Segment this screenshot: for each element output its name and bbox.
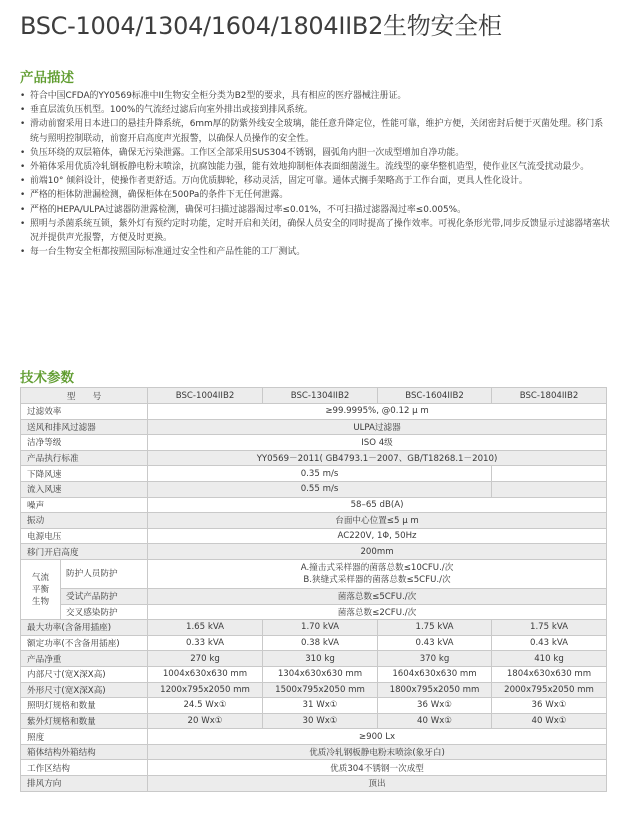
row-label: 额定功率(不含备用插座) <box>21 635 148 651</box>
row-label: 内部尺寸(宽X深X高) <box>21 666 148 682</box>
desc-item <box>20 188 610 202</box>
model-label: 型 号 <box>21 388 148 404</box>
row-value: 36 Wx① <box>378 698 492 714</box>
row-value: 1.75 kVA <box>378 620 492 636</box>
table-header-row <box>21 388 607 404</box>
row-label: 产品执行标准 <box>21 450 148 466</box>
row-value: 顶出 <box>148 776 607 792</box>
row-value: 0.55 m/s <box>148 481 492 497</box>
table-row <box>21 544 607 560</box>
table-row <box>21 559 607 588</box>
row-value: 0.33 kVA <box>148 635 263 651</box>
bullet: • <box>20 204 26 215</box>
desc-item <box>20 203 610 217</box>
row-value: 58–65 dB(A) <box>148 497 607 513</box>
row-value: ISO 4级 <box>148 435 607 451</box>
table-row <box>21 760 607 776</box>
row-label: 排风方向 <box>21 776 148 792</box>
row-label: 电源电压 <box>21 528 148 544</box>
row-value: 1.65 kVA <box>148 620 263 636</box>
bullet: • <box>20 147 26 158</box>
row-label: 外形尺寸(宽X深X高) <box>21 682 148 698</box>
row-label: 下降风速 <box>21 466 148 482</box>
row-value: 200mm <box>148 544 607 560</box>
row-value: 0.35 m/s <box>148 466 492 482</box>
row-value: 台面中心位置≤5 μ m <box>148 513 607 529</box>
row-label: 紫外灯规格和数量 <box>21 713 148 729</box>
row-value: ≥900 Lx <box>148 729 607 745</box>
row-value: 31 Wx① <box>263 698 378 714</box>
desc-item <box>20 174 610 188</box>
table-row <box>21 450 607 466</box>
desc-text: 外箱体采用优质冷轧钢板静电粉末喷涂，抗腐蚀能力强，能有效地抑制柜体表面细菌滋生。流线型的豪华整机造型，使作业区气流受扰动最少。 <box>30 162 590 173</box>
table-row <box>21 528 607 544</box>
row-value: ≥99.9995%, @0.12 μ m <box>148 404 607 420</box>
row-value-line: A.撞击式采样器的菌落总数≤10CFU./次 <box>300 562 454 573</box>
row-label: 交叉感染防护 <box>61 604 148 620</box>
row-value: 310 kg <box>263 651 378 667</box>
row-label: 工作区结构 <box>21 760 148 776</box>
row-value: 1.75 kVA <box>492 620 607 636</box>
row-value: 菌落总数≤5CFU./次 <box>148 588 607 604</box>
row-value: 0.43 kVA <box>492 635 607 651</box>
row-value: 1804x630x630 mm <box>492 666 607 682</box>
desc-text: 照明与杀菌系统互锁，紫外灯有预约定时功能，定时开启和关闭，确保人员安全的同时提高了操作效率。可视化条形光带,同步反馈显示过滤器堵塞状况并提供声光报警，方便及时更换。 <box>30 218 610 244</box>
row-value: 2000x795x2050 mm <box>492 682 607 698</box>
table-row <box>21 666 607 682</box>
row-label: 照度 <box>21 729 148 745</box>
row-label: 产品净重 <box>21 651 148 667</box>
desc-text: 每一台生物安全柜都按照国际标准通过安全性和产品性能的工厂测试。 <box>30 247 306 258</box>
desc-text: 负压环绕的双层箱体，确保无污染泄露。工作区全部采用SUS304不锈钢，圆弧角内胆一次成型增加自净功能。 <box>30 147 465 158</box>
table-row <box>21 729 607 745</box>
row-value: 菌落总数≤2CFU./次 <box>148 604 607 620</box>
row-value: 20 Wx① <box>148 713 263 729</box>
desc-item <box>20 160 610 174</box>
model-name: BSC-1304IIB2 <box>263 388 378 404</box>
desc-text: 垂直层流负压机型。100%的气流经过滤后向室外排出或接到排风系统。 <box>30 105 313 116</box>
row-value: 优质304不锈钢一次成型 <box>148 760 607 776</box>
desc-heading: 产品描述 <box>20 70 74 86</box>
empty-cell <box>492 481 607 497</box>
row-value: 1.70 kVA <box>263 620 378 636</box>
description-list <box>20 89 610 259</box>
row-value: 1800x795x2050 mm <box>378 682 492 698</box>
row-label: 箱体结构外箱结构 <box>21 744 148 760</box>
desc-item <box>20 245 610 259</box>
row-value: ULPA过滤器 <box>148 419 607 435</box>
desc-text: 严格的柜体防泄漏检测，确保柜体在500Pa的条件下无任何泄露。 <box>30 190 289 201</box>
row-value <box>148 559 607 588</box>
table-row <box>21 604 607 620</box>
bullet: • <box>20 105 26 116</box>
row-label: 洁净等级 <box>21 435 148 451</box>
row-value: 270 kg <box>148 651 263 667</box>
row-label: 防护人员防护 <box>61 559 148 588</box>
desc-item <box>20 89 610 103</box>
row-value: 1500x795x2050 mm <box>263 682 378 698</box>
row-value: 优质冷轧钢板静电粉末喷涂(象牙白) <box>148 744 607 760</box>
bullet: • <box>20 91 26 101</box>
row-value: 1604x630x630 mm <box>378 666 492 682</box>
row-label: 振动 <box>21 513 148 529</box>
row-value: 30 Wx① <box>263 713 378 729</box>
row-value: AC220V, 1Φ, 50Hz <box>148 528 607 544</box>
row-label: 移门开启高度 <box>21 544 148 560</box>
table-row <box>21 698 607 714</box>
row-value: 40 Wx① <box>378 713 492 729</box>
row-value: YY0569－2011( GB4793.1－2007、GB/T18268.1－2010) <box>148 450 607 466</box>
model-name: BSC-1804IIB2 <box>492 388 607 404</box>
table-row <box>21 435 607 451</box>
row-label: 照明灯规格和数量 <box>21 698 148 714</box>
row-label: 噪声 <box>21 497 148 513</box>
table-row <box>21 466 607 482</box>
table-row <box>21 713 607 729</box>
row-value-line: B.狭缝式采样器的菌落总数≤5CFU./次 <box>303 574 451 585</box>
desc-text: 严格的HEPA/ULPA过滤器防泄露检测，确保可扫描过滤器渴过率≤0.01%，不可扫描过滤器渴过率≤0.005%。 <box>30 204 466 215</box>
row-label: 最大功率(含备用插座) <box>21 620 148 636</box>
model-name: BSC-1604IIB2 <box>378 388 492 404</box>
page-title: BSC-1004/1304/1604/1804IIB2生物安全柜 <box>20 12 502 40</box>
row-value: 1200x795x2050 mm <box>148 682 263 698</box>
desc-item <box>20 217 610 245</box>
bullet: • <box>20 190 26 201</box>
row-label: 受试产品防护 <box>61 588 148 604</box>
bullet: • <box>20 247 26 258</box>
bullet: • <box>20 119 26 130</box>
row-value: 0.38 kVA <box>263 635 378 651</box>
desc-item <box>20 117 610 145</box>
table-row <box>21 651 607 667</box>
table-row <box>21 588 607 604</box>
row-value: 36 Wx① <box>492 698 607 714</box>
row-label: 送风和排风过滤器 <box>21 419 148 435</box>
desc-text: 前端10° 倾斜设计，使操作者更舒适。万向优质脚轮，移动灵活，固定可靠。通体式搁手架略高于工作台面，更具人性化设计。 <box>30 176 528 187</box>
row-value: 1004x630x630 mm <box>148 666 263 682</box>
model-name: BSC-1004IIB2 <box>148 388 263 404</box>
row-value: 410 kg <box>492 651 607 667</box>
row-value: 370 kg <box>378 651 492 667</box>
empty-cell <box>492 466 607 482</box>
table-row <box>21 776 607 792</box>
spec-table <box>20 387 607 792</box>
table-row <box>21 744 607 760</box>
row-value: 24.5 Wx① <box>148 698 263 714</box>
desc-item <box>20 146 610 160</box>
row-label: 流入风速 <box>21 481 148 497</box>
bio-group-label: 气流 平衡 生物 <box>21 559 61 619</box>
desc-item <box>20 103 610 117</box>
table-row <box>21 513 607 529</box>
row-label: 过滤效率 <box>21 404 148 420</box>
row-value: 40 Wx① <box>492 713 607 729</box>
spec-heading: 技术参数 <box>20 370 74 386</box>
table-row <box>21 635 607 651</box>
bullet: • <box>20 218 26 229</box>
desc-text: 滑动前窗采用日本进口的悬挂升降系统，6mm厚的防紫外线安全玻璃，能任意升降定位，性能可靠，维护方便，关闭密封后便于灭菌处理。移门系统与照明控制联动，前窗开启高度声光报警，以确保人员操作的安全性。 <box>30 119 604 144</box>
bullet: • <box>20 176 26 187</box>
table-row <box>21 620 607 636</box>
table-row <box>21 481 607 497</box>
row-value: 1304x630x630 mm <box>263 666 378 682</box>
bullet: • <box>20 162 26 173</box>
row-value: 0.43 kVA <box>378 635 492 651</box>
table-row <box>21 404 607 420</box>
table-row <box>21 419 607 435</box>
table-row <box>21 682 607 698</box>
table-row <box>21 497 607 513</box>
desc-text: 符合中国CFDA的YY0569标准中II生物安全柜分类为B2型的要求，具有相应的医疗器械注册证。 <box>30 91 407 101</box>
